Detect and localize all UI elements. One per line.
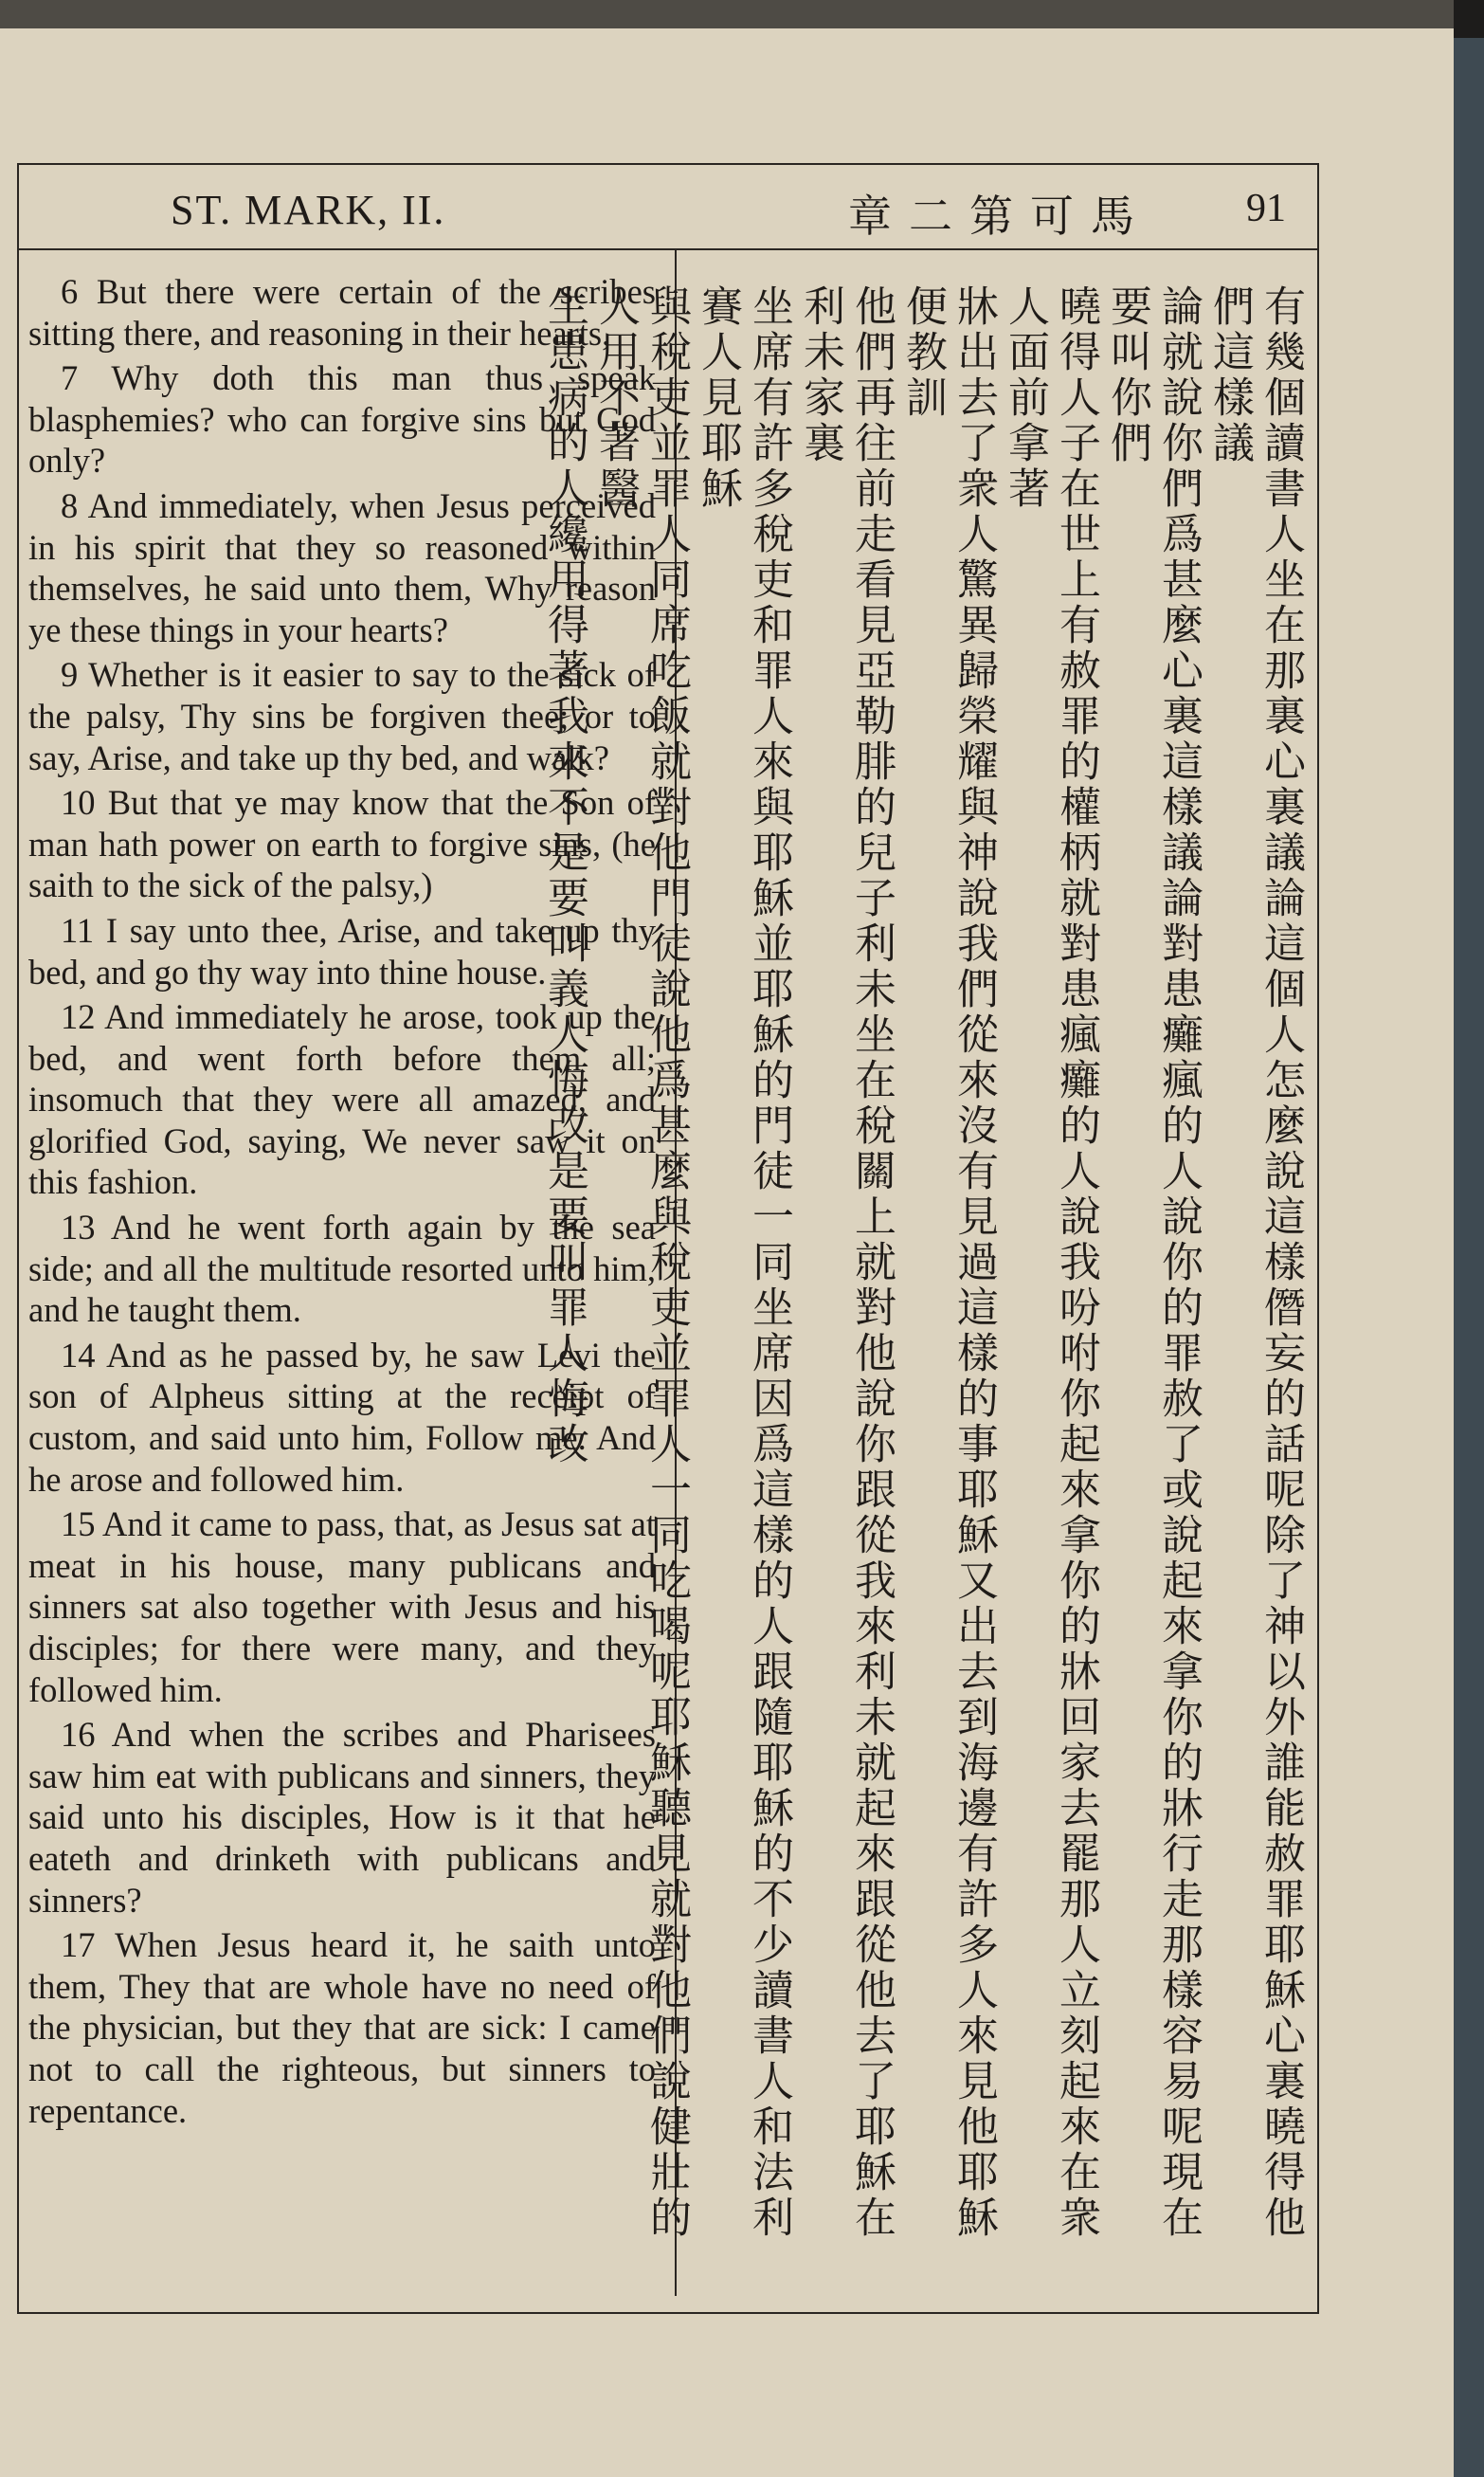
verse: 12 And immediately he arose, took up the bed, and went forth before them all; insomuch that they were all amazed, and glorified God, saying, We never saw it on this fashion. (28, 997, 656, 1202)
verse: 11 I say unto thee, Arise, and take up thy bed, and go thy way into thine house. (28, 910, 656, 992)
chinese-text-line: 生患病的人纔用得著我來不是要叫義人悔改是要叫罪人悔改 (540, 284, 588, 1467)
page-number: 91 (1246, 187, 1286, 230)
verse: 15 And it came to pass, that, as Jesus sat at meat in his house, many publicans and sinners sat also together with Jesus and his disciples; for there were many, and they followed him. (28, 1504, 656, 1709)
chinese-text-line: 曉得人子在世上有赦罪的權柄就對患瘋癱的人說我吩咐你起來拿你的牀回家去罷那人立刻起來在衆人面前拿著 (1001, 284, 1100, 2241)
verse: 17 When Jesus heard it, he saith unto them, They that are whole have no need of the physician, but they that are sick: I came not to call the righteous, but sinners to repentance. (28, 1925, 656, 2130)
chinese-text-line: 牀出去了衆人驚異歸榮耀與神說我們從來沒有見過這樣的事耶穌又出去到海邊有許多人來見他耶穌便教訓 (898, 284, 998, 2241)
verse: 6 But there were certain of the scribes sitting there, and reasoning in their hearts, (28, 272, 656, 353)
verse: 16 And when the scribes and Pharisees saw him eat with publicans and sinners, they said unto his disciples, How is it that he eateth and drinketh with publicans and sinners? (28, 1715, 656, 1920)
chinese-text-line: 坐席有許多稅吏和罪人來與耶穌並耶穌的門徒一同坐席因爲這樣的人跟隨耶穌的不少讀書人和法利賽人見耶穌 (694, 284, 793, 2241)
chinese-text-line: 論就說你們爲甚麼心裏這樣議論對患癱瘋的人說你的罪赦了或說起來拿你的牀行走那樣容易呢現在要叫你們 (1103, 284, 1203, 2241)
chinese-text-line: 有幾個讀書人坐在那裏心裏議論這個人怎麼說這樣僭妄的話呢除了神以外誰能赦罪耶穌心裏曉得他們這樣議 (1205, 284, 1305, 2241)
chinese-text-line: 他們再往前走看見亞勒腓的兒子利未坐在稅關上就對他說你跟從我來利未就起來跟從他去了耶穌在利未家裏 (796, 284, 896, 2241)
verse: 7 Why doth this man thus speak blasphemies? who can forgive sins but God only? (28, 358, 656, 481)
verse: 9 Whether is it easier to say to the sick of the palsy, Thy sins be forgiven thee; or to say, Arise, and take up thy bed, and walk? (28, 655, 656, 777)
verse: 14 And as he passed by, he saw Levi the son of Alpheus sitting at the receipt of custom, and said unto him, Follow me. And he arose and followed him. (28, 1335, 656, 1499)
scan-top-shadow (0, 0, 1454, 28)
verse: 13 And he went forth again by the sea side; and all the multitude resorted unto him, and he taught them. (28, 1208, 656, 1330)
book-edge (1454, 38, 1484, 2477)
verse: 10 But that ye may know that the Son of man hath power on earth to forgive sins, (he saith to the sick of the palsy,) (28, 783, 656, 905)
chinese-running-title: 章二第可馬 (848, 191, 1151, 242)
english-running-title: ST. MARK, II. (171, 187, 446, 233)
chinese-column (540, 284, 1306, 2285)
verse: 8 And immediately, when Jesus perceived in his spirit that they so reasoned within themselves, he said unto them, Why reason ye these things in your hearts? (28, 485, 656, 649)
chinese-text-line: 與稅吏並罪人同席吃飯就對他門徒說他爲甚麼與稅吏並罪人一同吃喝呢耶穌聽見就對他們說健壯的人用不著醫 (591, 284, 691, 2241)
header-rule (17, 248, 1317, 250)
